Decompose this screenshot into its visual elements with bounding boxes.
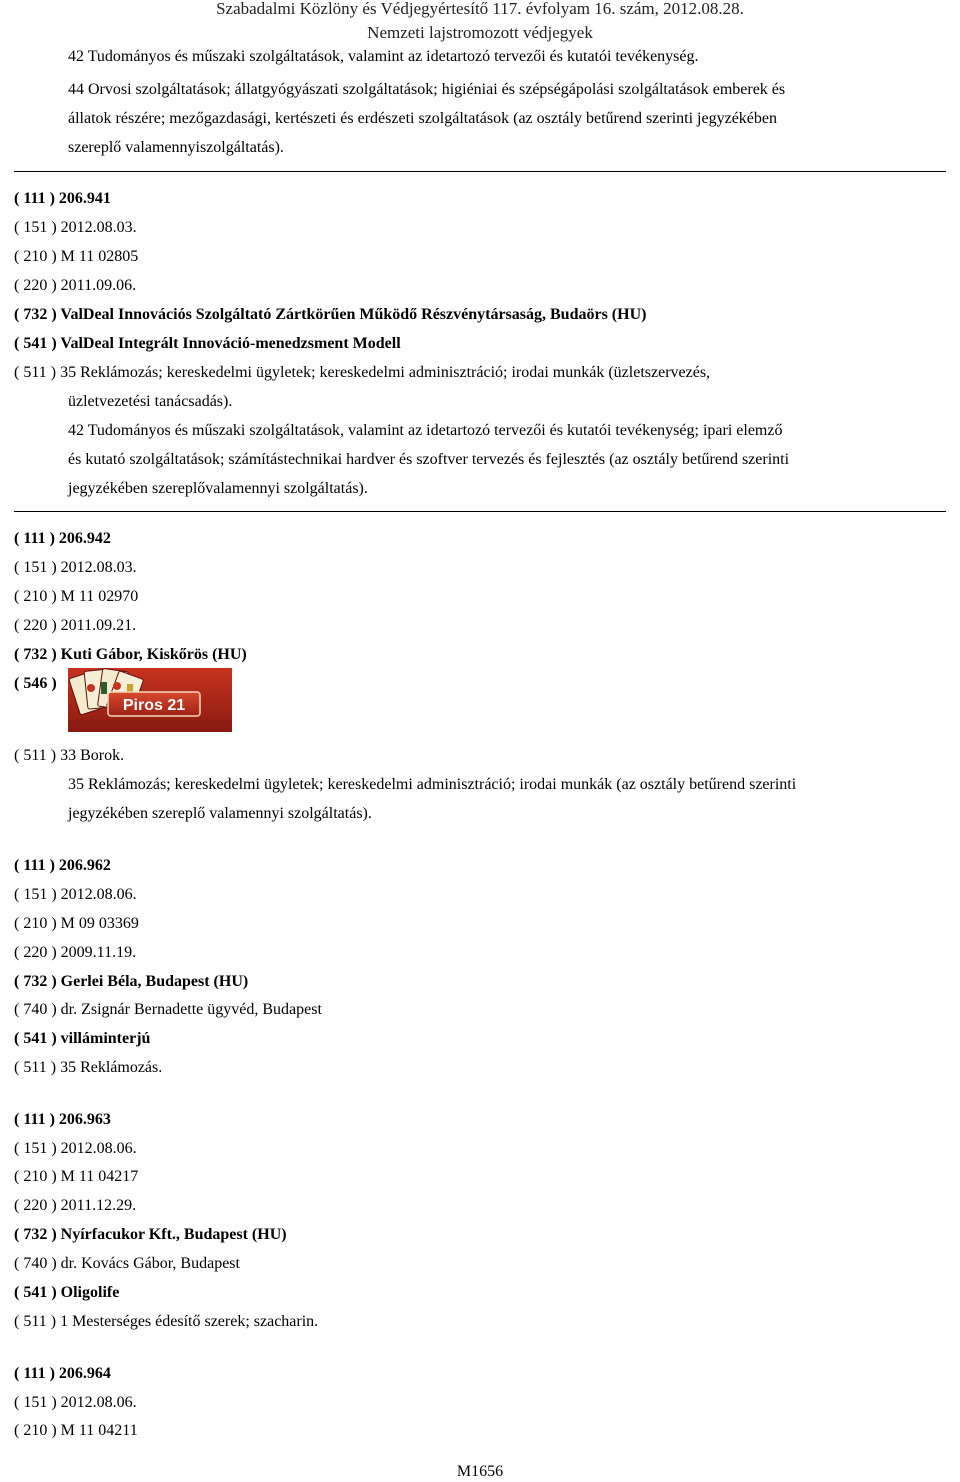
entry-942-number: ( 111 ) 206.942	[14, 530, 111, 547]
entry-942-goods-511-line3: jegyzékében szereplő valamennyi szolgáltatás).	[68, 805, 372, 822]
entry-963-date-220: ( 220 ) 2011.12.29.	[14, 1197, 137, 1214]
entry-942-application-210: ( 210 ) M 11 02970	[14, 588, 139, 605]
trademark-logo-graphic	[68, 668, 232, 732]
entry-964-date-151: ( 151 ) 2012.08.06.	[14, 1394, 137, 1411]
mark-text-piros-21: Piros 21	[122, 697, 186, 714]
entry-942-date-220: ( 220 ) 2011.09.21.	[14, 617, 137, 634]
entry-942-goods-511-line2: 35 Reklámozás; kereskedelmi ügyletek; kereskedelmi adminisztráció; irodai munkák (az osztály betűrend szerinti	[68, 776, 797, 793]
entry-941-goods-511-line3: 42 Tudományos és műszaki szolgáltatások, valamint az idetartozó tervezői és kutatói tevékenység; ipari elemző	[68, 422, 783, 439]
entry-962-date-220: ( 220 ) 2009.11.19.	[14, 944, 137, 961]
entry-942-date-151: ( 151 ) 2012.08.03.	[14, 559, 137, 576]
entry-941-goods-511-line2: üzletvezetési tanácsadás).	[68, 393, 233, 410]
trademark-image-piros-21	[68, 668, 232, 732]
entry-964-application-210: ( 210 ) M 11 04211	[14, 1422, 138, 1439]
entry-962-mark-541: ( 541 ) villáminterjú	[14, 1030, 151, 1047]
entry-942-goods-511-line1: ( 511 ) 33 Borok.	[14, 747, 125, 764]
entry-962-holder-732: ( 732 ) Gerlei Béla, Budapest (HU)	[14, 973, 249, 990]
top-class-44-line3: szereplő valamennyiszolgáltatás).	[68, 139, 284, 156]
entry-963-mark-541: ( 541 ) Oligolife	[14, 1284, 120, 1301]
entry-942-figurative-546: ( 546 )	[14, 675, 57, 692]
entry-941-holder-732: ( 732 ) ValDeal Innovációs Szolgáltató Zártkörűen Működő Részvénytársaság, Budaörs (HU)	[14, 306, 647, 323]
entry-963-number: ( 111 ) 206.963	[14, 1111, 111, 1128]
entry-964-number: ( 111 ) 206.964	[14, 1365, 111, 1382]
entry-941-goods-511-line5: jegyzékében szereplővalamennyi szolgáltatás).	[68, 480, 368, 497]
separator-rule	[14, 511, 946, 512]
entry-963-date-151: ( 151 ) 2012.08.06.	[14, 1140, 137, 1157]
entry-941-number: ( 111 ) 206.941	[14, 190, 111, 207]
entry-941-goods-511-line4: és kutató szolgáltatások; számítástechnikai hardver és szoftver tervezés és fejlesztés (az osztály betűrend szerinti	[68, 451, 790, 468]
entry-942-holder-732: ( 732 ) Kuti Gábor, Kiskőrös (HU)	[14, 646, 247, 663]
entry-941-date-151: ( 151 ) 2012.08.03.	[14, 219, 137, 236]
entry-962-date-151: ( 151 ) 2012.08.06.	[14, 886, 137, 903]
entry-962-representative-740: ( 740 ) dr. Zsignár Bernadette ügyvéd, Budapest	[14, 1001, 322, 1018]
entry-962-application-210: ( 210 ) M 09 03369	[14, 915, 139, 932]
entry-963-holder-732: ( 732 ) Nyírfacukor Kft., Budapest (HU)	[14, 1226, 287, 1243]
entry-941-date-220: ( 220 ) 2011.09.06.	[14, 277, 137, 294]
entry-962-goods-511: ( 511 ) 35 Reklámozás.	[14, 1059, 163, 1076]
separator-rule	[14, 171, 946, 172]
entry-941-mark-541: ( 541 ) ValDeal Integrált Innováció-menedzsment Modell	[14, 335, 401, 352]
page-number: M1656	[456, 1463, 504, 1480]
entry-941-application-210: ( 210 ) M 11 02805	[14, 248, 139, 265]
entry-963-representative-740: ( 740 ) dr. Kovács Gábor, Budapest	[14, 1255, 240, 1272]
entry-962-number: ( 111 ) 206.962	[14, 857, 111, 874]
page-header	[0, 0, 960, 44]
header-journal-title: Szabadalmi Közlöny és Védjegyértesítő 117. évfolyam 16. szám, 2012.08.28.	[216, 0, 744, 18]
entry-963-application-210: ( 210 ) M 11 04217	[14, 1168, 139, 1185]
entry-963-goods-511: ( 511 ) 1 Mesterséges édesítő szerek; szacharin.	[14, 1313, 319, 1330]
top-class-42: 42 Tudományos és műszaki szolgáltatások, valamint az idetartozó tervezői és kutatói tevékenység.	[68, 48, 699, 65]
top-class-44-line1: 44 Orvosi szolgáltatások; állatgyógyászati szolgáltatások; higiéniai és szépségápolási szolgáltatások emberek és	[68, 81, 786, 98]
entry-941-goods-511-line1: ( 511 ) 35 Reklámozás; kereskedelmi ügyletek; kereskedelmi adminisztráció; irodai munkák (üzletszervezés,	[14, 364, 711, 381]
header-section-title: Nemzeti lajstromozott védjegyek	[367, 23, 593, 42]
top-class-44-line2: állatok részére; mezőgazdasági, kertészeti és erdészeti szolgáltatások (az osztály betűrend szerinti jegyzékében	[68, 110, 777, 127]
